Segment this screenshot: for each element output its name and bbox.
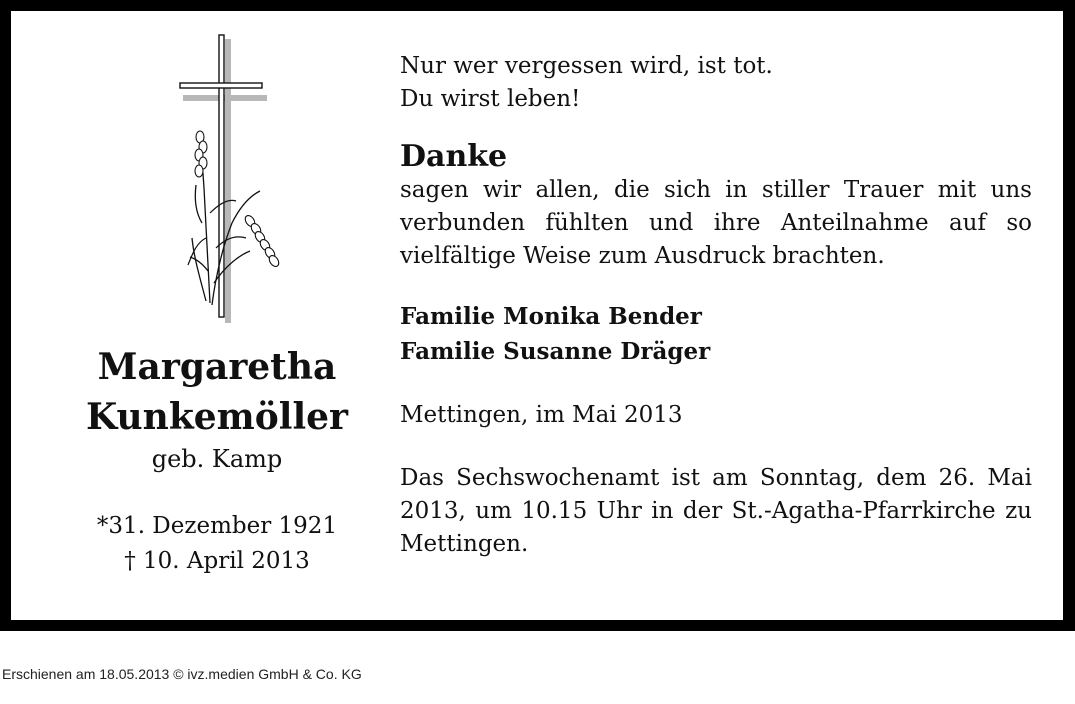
family-1: Familie Monika Bender — [400, 303, 702, 330]
life-dates — [11, 509, 423, 579]
cross-with-wheat-icon — [166, 33, 296, 325]
birth-name: geb. Kamp — [151, 445, 283, 473]
thanks-title: Danke — [400, 139, 508, 174]
birth-date: *31. Dezember 1921 — [96, 513, 338, 539]
place-date: Mettingen, im Mai 2013 — [400, 402, 683, 428]
family-2: Familie Susanne Dräger — [400, 338, 711, 365]
death-date: † 10. April 2013 — [124, 548, 310, 574]
left-column — [11, 11, 401, 620]
service-announcement: Das Sechswochenamt ist am Sonntag, dem 26. Mai 2013, um 10.15 Uhr in der St.-Agatha-Pfarrkirche zu Mettingen. — [400, 465, 1032, 557]
deceased-last-name: Kunkemöller — [85, 396, 349, 438]
quote-line-2: Du wirst leben! — [400, 86, 581, 112]
quote-line-1: Nur wer vergessen wird, ist tot. — [400, 53, 773, 79]
thanks-text: sagen wir allen, die sich in stiller Trauer mit uns verbunden fühlten und ihre Anteilnahme auf so vielfältige Weise zum Ausdruck brachten. — [400, 177, 1032, 269]
publication-footer: Erschienen am 18.05.2013 © ivz.medien GmbH & Co. KG — [2, 666, 362, 682]
deceased-first-name: Margaretha — [97, 346, 337, 388]
obituary-notice — [11, 11, 1063, 620]
right-column — [400, 50, 1032, 561]
